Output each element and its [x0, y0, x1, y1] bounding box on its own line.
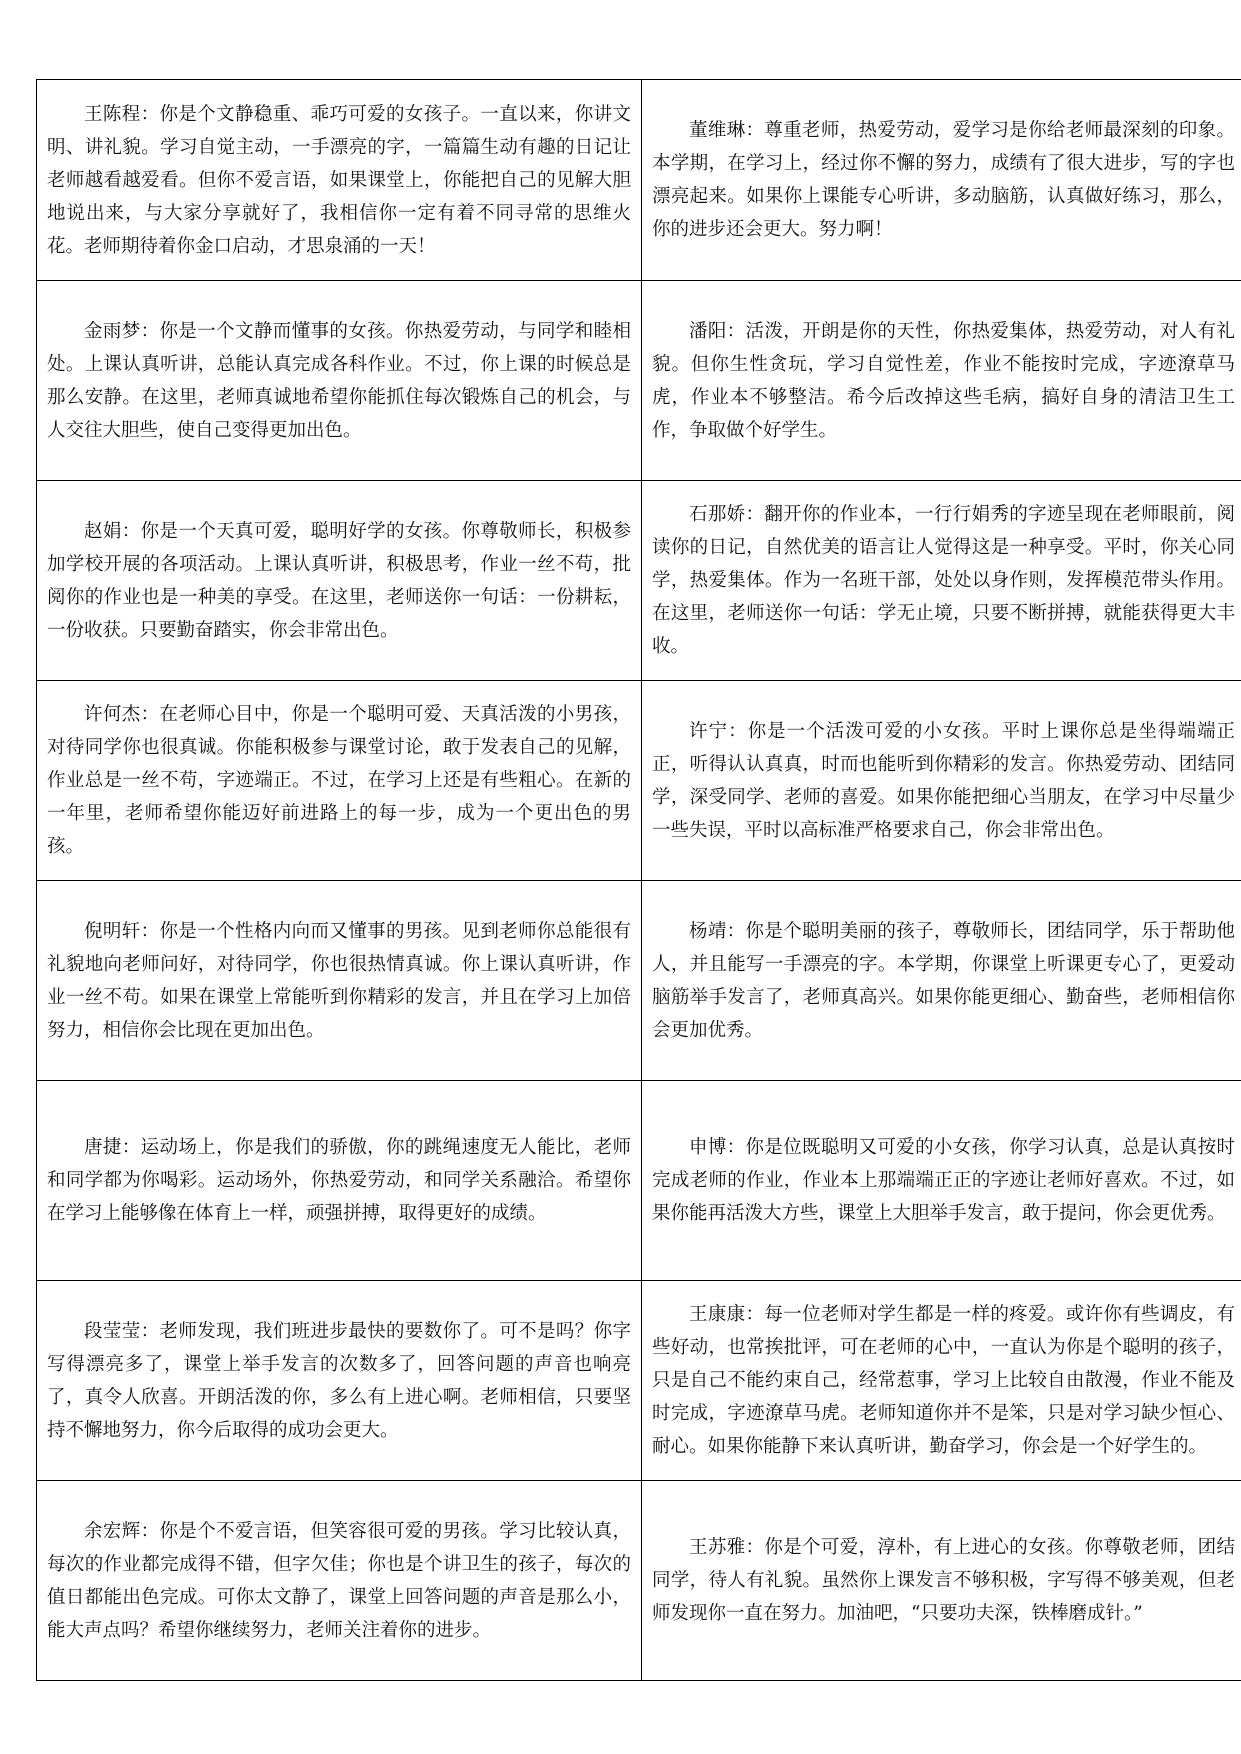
- table-row: [37, 1081, 1241, 1281]
- comment-cell: 唐捷：运动场上，你是我们的骄傲，你的跳绳速度无人能比，老师和同学都为你喝彩。运动场外，你热爱劳动，和同学关系融洽。希望你在学习上能够像在体育上一样，顽强拼搏，取得更好的成绩。: [37, 1081, 642, 1281]
- table-row: [37, 481, 1241, 681]
- comment-cell: 董维琳：尊重老师，热爱劳动，爱学习是你给老师最深刻的印象。本学期，在学习上，经过你不懈的努力，成绩有了很大进步，写的字也漂亮起来。如果你上课能专心听讲，多动脑筋，认真做好练习，那么，你的进步还会更大。努力啊！: [642, 80, 1241, 281]
- comment-cell: 石那娇：翻开你的作业本，一行行娟秀的字迹呈现在老师眼前，阅读你的日记，自然优美的语言让人觉得这是一种享受。平时，你关心同学，热爱集体。作为一名班干部，处处以身作则，发挥模范带头作用。在这里，老师送你一句话：学无止境，只要不断拼搏，就能获得更大丰收。: [642, 481, 1241, 681]
- table-row: [37, 1481, 1241, 1681]
- comment-cell: 潘阳：活泼，开朗是你的天性，你热爱集体，热爱劳动，对人有礼貌。但你生性贪玩，学习自觉性差，作业不能按时完成，字迹潦草马虎，作业本不够整洁。希今后改掉这些毛病，搞好自身的清洁卫生工作，争取做个好学生。: [642, 281, 1241, 481]
- table-row: [37, 1281, 1241, 1481]
- table-row: [37, 80, 1241, 281]
- comment-cell: 许宁：你是一个活泼可爱的小女孩。平时上课你总是坐得端端正正，听得认认真真，时而也能听到你精彩的发言。你热爱劳动、团结同学，深受同学、老师的喜爱。如果你能把细心当朋友，在学习中尽量少一些失误，平时以高标准严格要求自己，你会非常出色。: [642, 681, 1241, 881]
- comment-cell: 王陈程：你是个文静稳重、乖巧可爱的女孩子。一直以来，你讲文明、讲礼貌。学习自觉主动，一手漂亮的字，一篇篇生动有趣的日记让老师越看越爱看。但你不爱言语，如果课堂上，你能把自己的见解大胆地说出来，与大家分享就好了，我相信你一定有着不同寻常的思维火花。老师期待着你金口启动，才思泉涌的一天！: [37, 80, 642, 281]
- comments-table: [36, 79, 1241, 1681]
- table-row: [37, 681, 1241, 881]
- table-row: [37, 881, 1241, 1081]
- table-row: [37, 281, 1241, 481]
- comment-cell: 金雨梦：你是一个文静而懂事的女孩。你热爱劳动，与同学和睦相处。上课认真听讲，总能认真完成各科作业。不过，你上课的时候总是那么安静。在这里，老师真诚地希望你能抓住每次锻炼自己的机会，与人交往大胆些，使自己变得更加出色。: [37, 281, 642, 481]
- comment-cell: 余宏辉：你是个不爱言语，但笑容很可爱的男孩。学习比较认真，每次的作业都完成得不错，但字欠佳；你也是个讲卫生的孩子，每次的值日都能出色完成。可你太文静了，课堂上回答问题的声音是那么小，能大声点吗？希望你继续努力，老师关注着你的进步。: [37, 1481, 642, 1681]
- comment-cell: 王康康：每一位老师对学生都是一样的疼爱。或许你有些调皮，有些好动，也常挨批评，可在老师的心中，一直认为你是个聪明的孩子，只是自己不能约束自己，经常惹事，学习上比较自由散漫，作业不能及时完成，字迹潦草马虎。老师知道你并不是笨，只是对学习缺少恒心、耐心。如果你能静下来认真听讲，勤奋学习，你会是一个好学生的。: [642, 1281, 1241, 1481]
- comment-cell: 赵娟：你是一个天真可爱，聪明好学的女孩。你尊敬师长，积极参加学校开展的各项活动。上课认真听讲，积极思考，作业一丝不苟，批阅你的作业也是一种美的享受。在这里，老师送你一句话：一份耕耘，一份收获。只要勤奋踏实，你会非常出色。: [37, 481, 642, 681]
- comment-cell: 王苏雅：你是个可爱，淳朴，有上进心的女孩。你尊敬老师，团结同学，待人有礼貌。虽然你上课发言不够积极，字写得不够美观，但老师发现你一直在努力。加油吧，“只要功夫深，铁棒磨成针。”: [642, 1481, 1241, 1681]
- comment-cell: 段莹莹：老师发现，我们班进步最快的要数你了。可不是吗？你字写得漂亮多了，课堂上举手发言的次数多了，回答问题的声音也响亮了，真令人欣喜。开朗活泼的你，多么有上进心啊。老师相信，只要坚持不懈地努力，你今后取得的成功会更大。: [37, 1281, 642, 1481]
- comment-cell: 申博：你是位既聪明又可爱的小女孩，你学习认真，总是认真按时完成老师的作业，作业本上那端端正正的字迹让老师好喜欢。不过，如果你能再活泼大方些，课堂上大胆举手发言，敢于提问，你会更优秀。: [642, 1081, 1241, 1281]
- comment-cell: 倪明轩：你是一个性格内向而又懂事的男孩。见到老师你总能很有礼貌地向老师问好，对待同学，你也很热情真诚。你上课认真听讲，作业一丝不苟。如果在课堂上常能听到你精彩的发言，并且在学习上加倍努力，相信你会比现在更加出色。: [37, 881, 642, 1081]
- comment-cell: 许何杰：在老师心目中，你是一个聪明可爱、天真活泼的小男孩，对待同学你也很真诚。你能积极参与课堂讨论，敢于发表自己的见解，作业总是一丝不苟，字迹端正。不过，在学习上还是有些粗心。在新的一年里，老师希望你能迈好前进路上的每一步，成为一个更出色的男孩。: [37, 681, 642, 881]
- comment-cell: 杨靖：你是个聪明美丽的孩子，尊敬师长，团结同学，乐于帮助他人，并且能写一手漂亮的字。本学期，你课堂上听课更专心了，更爱动脑筋举手发言了，老师真高兴。如果你能更细心、勤奋些，老师相信你会更加优秀。: [642, 881, 1241, 1081]
- comments-page: [36, 79, 1235, 1681]
